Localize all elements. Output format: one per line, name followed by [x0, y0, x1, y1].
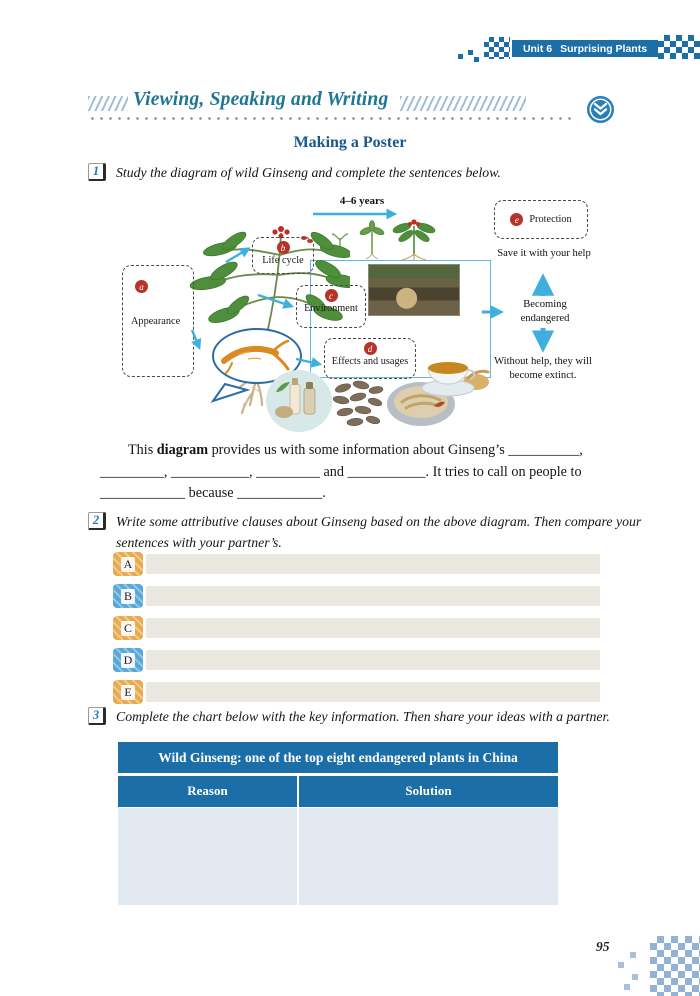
summary-bold-word: diagram: [156, 442, 209, 458]
summary-text: provides us with some information about Ginseng’s __________,: [208, 442, 583, 458]
letter-badge-c: [113, 616, 143, 640]
page-subtitle: Making a Poster: [293, 134, 407, 151]
answer-row-a: [113, 552, 600, 576]
node-label: Environment: [304, 303, 358, 314]
unit-banner: [512, 40, 658, 57]
answer-rows: [113, 552, 600, 712]
letter-badge-e: [113, 680, 143, 704]
letter-badge-a: [113, 552, 143, 576]
task-2: [88, 512, 648, 553]
answer-line[interactable]: [146, 682, 600, 702]
reason-cell[interactable]: [118, 808, 297, 905]
node-label: Protection: [529, 213, 572, 225]
node-letter: e: [510, 213, 523, 226]
unit-label: Unit 6: [522, 42, 553, 55]
flow-save-text: Save it with your help: [497, 248, 591, 259]
checker-pattern: [630, 952, 636, 958]
table-title: Wild Ginseng: one of the top eight endangered plants in China: [118, 742, 558, 773]
summary-line-2: _________, ___________, _________ and ___________. It tries to call on people to: [100, 463, 582, 480]
section-title: Viewing, Speaking and Writing: [133, 89, 389, 110]
node-letter: c: [325, 289, 338, 302]
badge-letter: D: [121, 653, 136, 668]
task-3: [88, 707, 678, 728]
task-instruction: Study the diagram of wild Ginseng and complete the sentences below.: [116, 165, 501, 180]
answer-line[interactable]: [146, 586, 600, 606]
double-chevron-down-icon[interactable]: [587, 96, 614, 123]
summary-line-1: [100, 440, 648, 462]
task-instruction: Write some attributive clauses about Ginseng based on the above diagram. Then compare your sentences with your partner’s.: [116, 514, 642, 550]
checker-pattern: [650, 936, 700, 996]
hatch-decoration: [400, 96, 526, 111]
summary-line-3: ____________ because ____________.: [100, 485, 326, 501]
task-number-badge: 3: [88, 707, 106, 725]
node-letter: a: [135, 280, 148, 293]
answer-row-d: [113, 648, 600, 672]
node-letter: b: [277, 241, 290, 254]
answer-row-c: [113, 616, 600, 640]
checker-pattern: [658, 35, 700, 59]
task-1: [88, 163, 668, 184]
dotted-divider: [88, 116, 576, 121]
checker-pattern: [468, 50, 473, 55]
badge-letter: C: [121, 621, 135, 636]
badge-letter: B: [121, 589, 135, 604]
page-number: 95: [596, 939, 610, 954]
flow-without-text: Without help, they will become extinct.: [494, 356, 592, 381]
answer-line[interactable]: [146, 650, 600, 670]
ginseng-diagram: [0, 192, 700, 440]
node-label: Life cycle: [262, 255, 304, 266]
endangered-plants-table: [118, 742, 558, 905]
answer-line[interactable]: [146, 618, 600, 638]
answer-line[interactable]: [146, 554, 600, 574]
node-label: Appearance: [131, 316, 181, 327]
task-number-badge: 2: [88, 512, 106, 530]
letter-badge-d: [113, 648, 143, 672]
checker-pattern: [484, 37, 510, 59]
unit-title: Surprising Plants: [560, 42, 648, 55]
column-header-reason: Reason: [118, 776, 297, 807]
task-number-badge: 1: [88, 163, 106, 181]
column-header-solution: Solution: [299, 776, 558, 807]
flow-becoming-text: Becoming endangered: [520, 299, 570, 324]
badge-letter: E: [121, 685, 134, 700]
summary-text: This: [128, 442, 157, 458]
growth-duration-label: 4–6 years: [339, 195, 385, 207]
hatch-decoration: [88, 96, 128, 111]
solution-cell[interactable]: [299, 808, 558, 905]
task-instruction: Complete the chart below with the key information. Then share your ideas with a partner.: [116, 709, 610, 724]
diagram-arrows: [0, 192, 700, 440]
summary-paragraph: [100, 440, 648, 505]
answer-row-e: [113, 680, 600, 704]
node-letter: d: [364, 342, 377, 355]
node-label: Effects and usages: [331, 356, 409, 367]
letter-badge-b: [113, 584, 143, 608]
answer-row-b: [113, 584, 600, 608]
badge-letter: A: [121, 557, 136, 572]
